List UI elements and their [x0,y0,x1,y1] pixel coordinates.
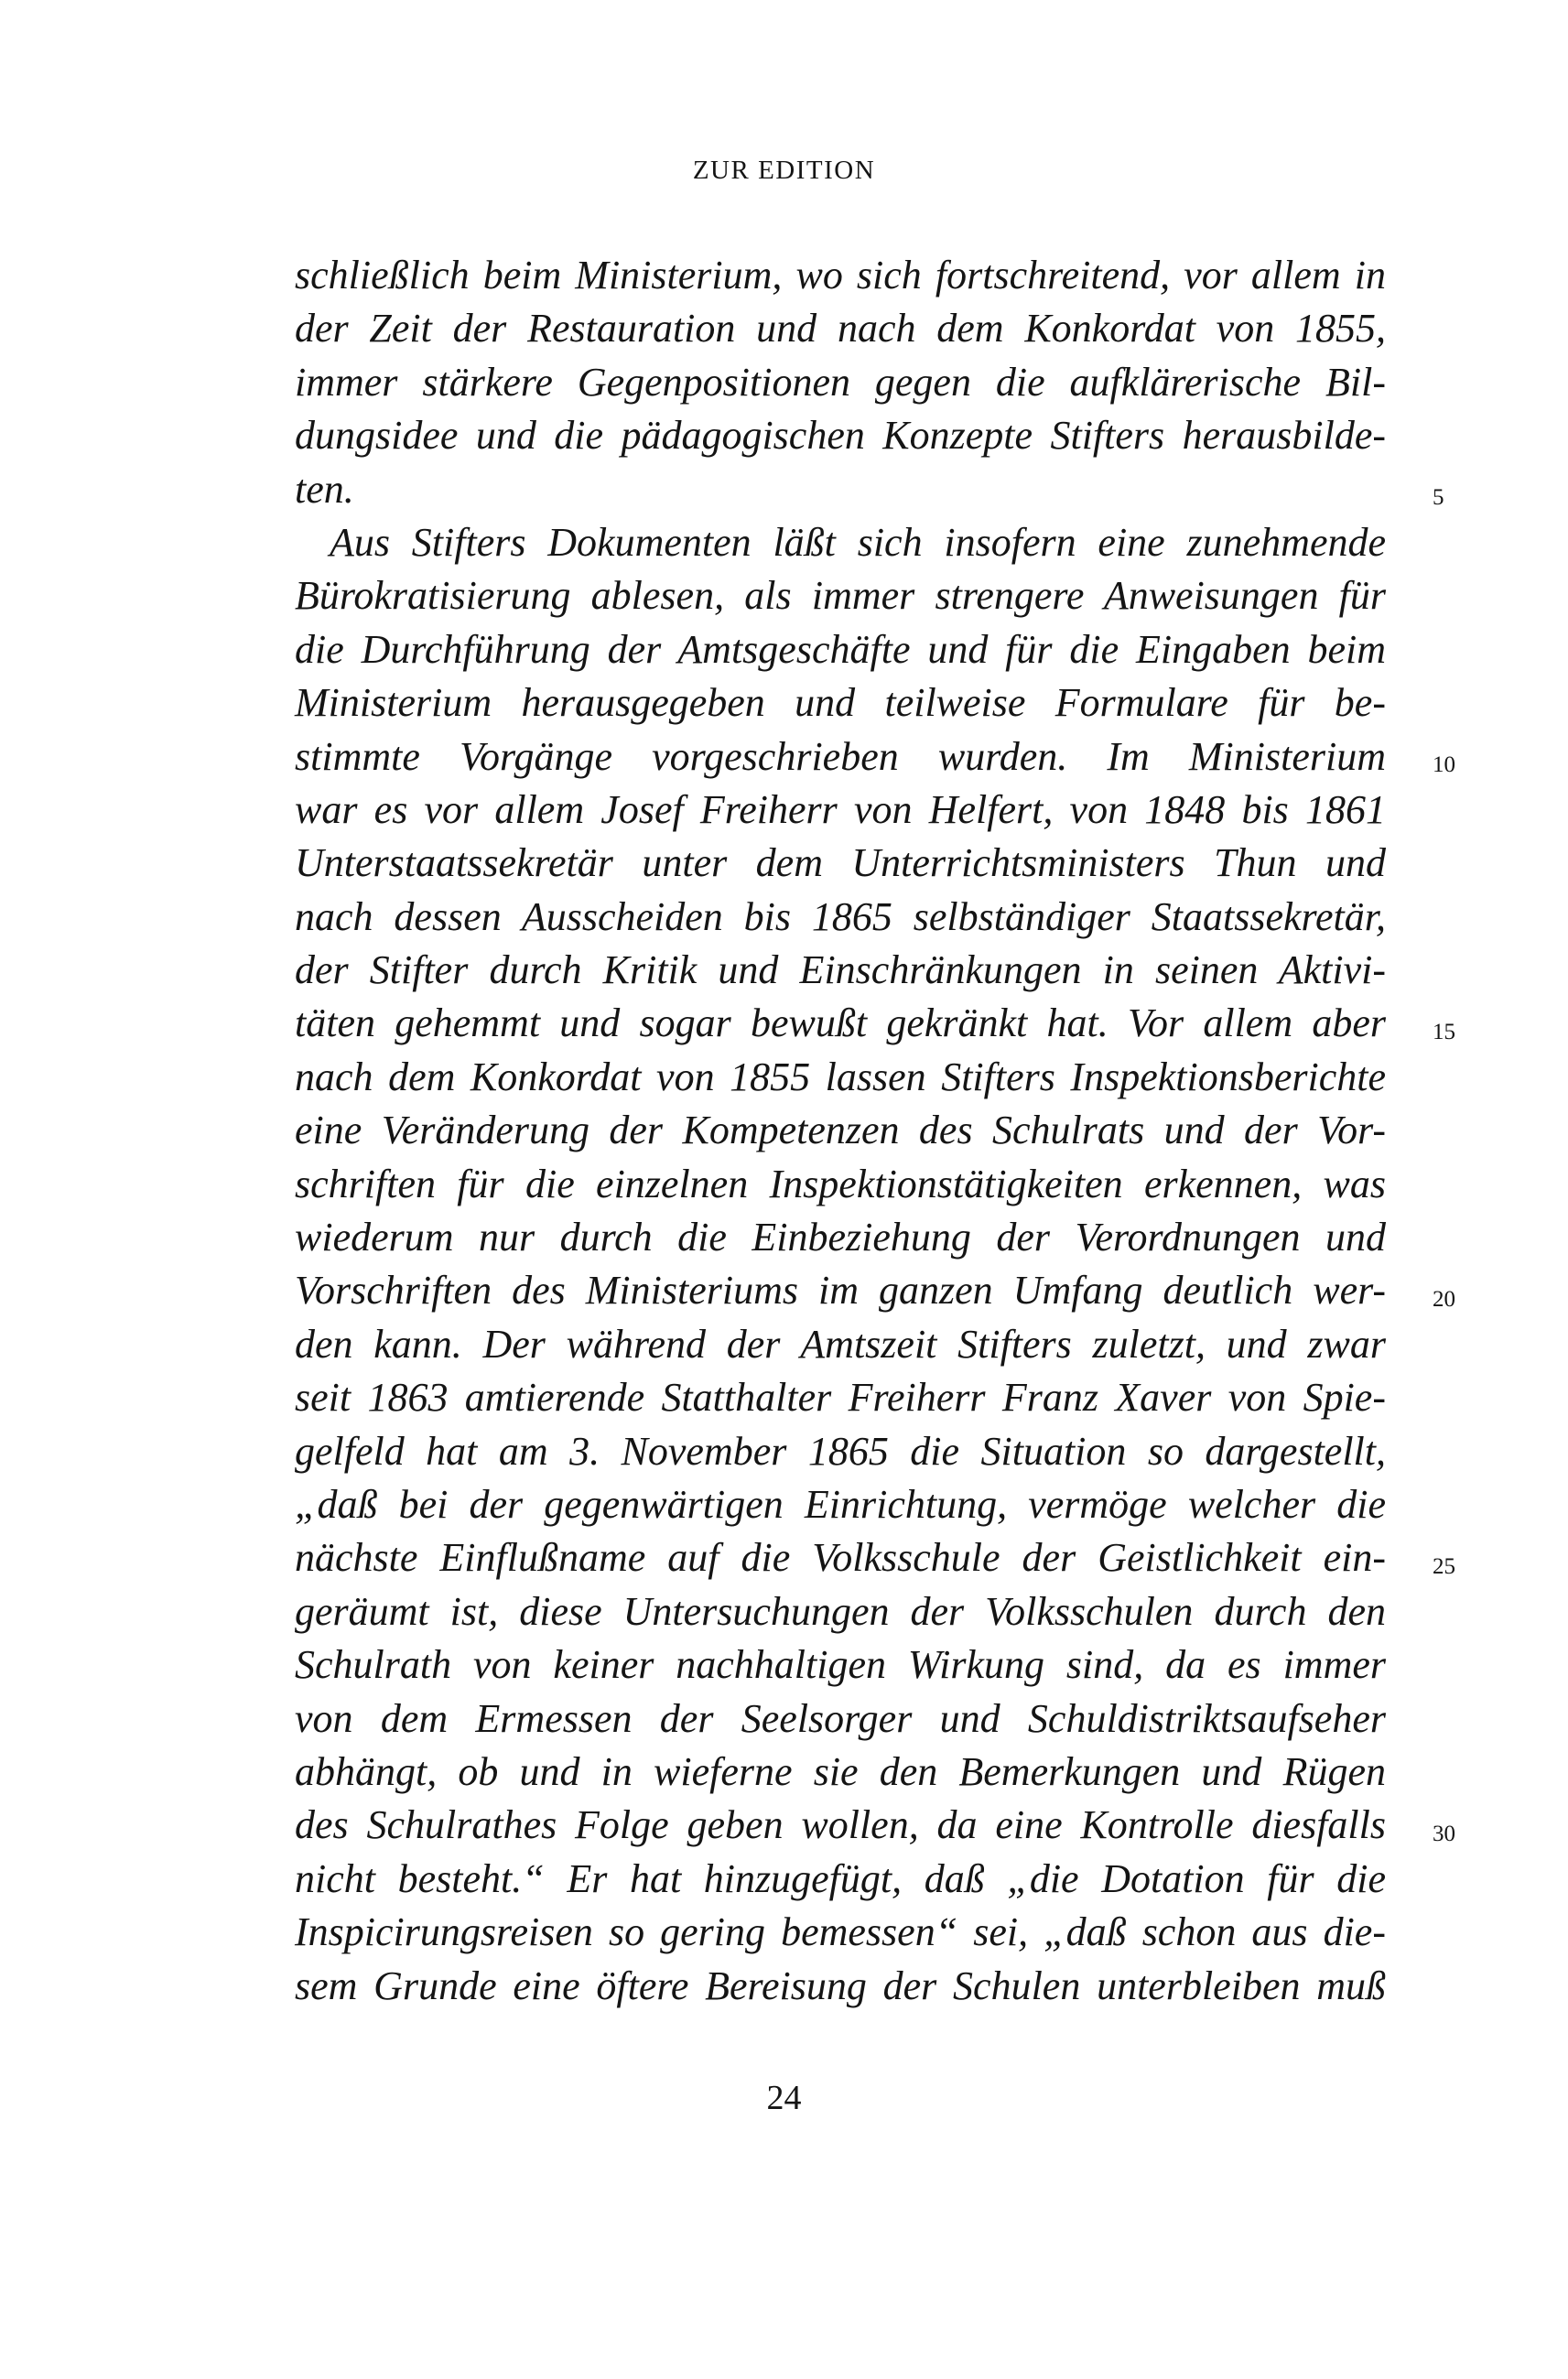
text-line: sem Grunde eine öftere Bereisung der Schulen unterbleiben muß [295,1963,1386,2008]
text-line: von dem Ermessen der Seelsorger und Schuldistriktsaufseher [295,1695,1386,1741]
text-line: die Durchführung der Amtsgeschäfte und für die Eingaben beim [295,626,1386,672]
text-line: Inspicirungsreisen so gering bemessen“ sei, „daß schon aus die- [295,1909,1386,1955]
line-number-15: 15 [1433,1020,1455,1044]
line-number-25: 25 [1433,1554,1455,1579]
text-line: nach dessen Ausscheiden bis 1865 selbständiger Staatssekretär, [295,893,1386,939]
line-number-10: 10 [1433,752,1455,777]
text-line: des Schulrathes Folge geben wollen, da eine Kontrolle diesfalls [295,1802,1386,1848]
text-line: ten. [295,466,354,512]
text-line: nächste Einflußname auf die Volksschule der Geistlichkeit ein- [295,1535,1386,1581]
text-line: Ministerium herausgegeben und teilweise Formulare für be- [295,680,1386,726]
line-number-5: 5 [1433,485,1444,510]
text-line: dungsidee und die pädagogischen Konzepte Stifters herausbilde- [295,413,1386,459]
text-line: geräumt ist, diese Untersuchungen der Volksschulen durch den [295,1588,1386,1634]
text-line: „daß bei der gegenwärtigen Einrichtung, vermöge welcher die [295,1481,1386,1527]
text-line: Vorschriften des Ministeriums im ganzen Umfang deutlich wer- [295,1268,1386,1314]
text-line: immer stärkere Gegenpositionen gegen die aufklärerische Bil- [295,359,1386,405]
text-line: seit 1863 amtierende Statthalter Freiherr Franz Xaver von Spie- [295,1375,1386,1421]
body-text [295,249,1386,2013]
text-line: war es vor allem Josef Freiherr von Helfert, von 1848 bis 1861 [295,786,1386,832]
text-line: gelfeld hat am 3. November 1865 die Situation so dargestellt, [295,1428,1386,1474]
running-head: ZUR EDITION [692,156,876,185]
text-line: nach dem Konkordat von 1855 lassen Stifters Inspektionsberichte [295,1054,1386,1099]
text-line: stimmte Vorgänge vorgeschrieben wurden. Im Ministerium [295,733,1386,779]
text-line: schriften für die einzelnen Inspektionstätigkeiten erkennen, was [295,1161,1386,1206]
text-line: nicht besteht.“ Er hat hinzugefügt, daß „die Dotation für die [295,1855,1386,1901]
text-line: Unterstaatssekretär unter dem Unterrichtsministers Thun und [295,840,1386,886]
text-line: schließlich beim Ministerium, wo sich fortschreitend, vor allem in [295,253,1386,297]
text-line: wiederum nur durch die Einbeziehung der Verordnungen und [295,1215,1386,1260]
text-line: den kann. Der während der Amtszeit Stifters zuletzt, und zwar [295,1321,1386,1367]
text-line: Bürokratisierung ablesen, als immer strengere Anweisungen für [295,573,1386,619]
text-line: Aus Stifters Dokumenten läßt sich insofern eine zunehmende [330,519,1386,565]
text-line: täten gehemmt und sogar bewußt gekränkt hat. Vor allem aber [295,1000,1386,1046]
line-number-20: 20 [1433,1287,1455,1312]
text-line: abhängt, ob und in wieferne sie den Bemerkungen und Rügen [295,1748,1386,1794]
text-line: Schulrath von keiner nachhaltigen Wirkung sind, da es immer [295,1642,1386,1688]
page-number: 24 [766,2079,802,2117]
text-line: eine Veränderung der Kompetenzen des Schulrats und der Vor- [295,1108,1386,1153]
text-line: der Stifter durch Kritik und Einschränkungen in seinen Aktivi- [295,947,1386,993]
text-line: der Zeit der Restauration und nach dem Konkordat von 1855, [295,306,1386,351]
line-number-30: 30 [1433,1822,1455,1846]
